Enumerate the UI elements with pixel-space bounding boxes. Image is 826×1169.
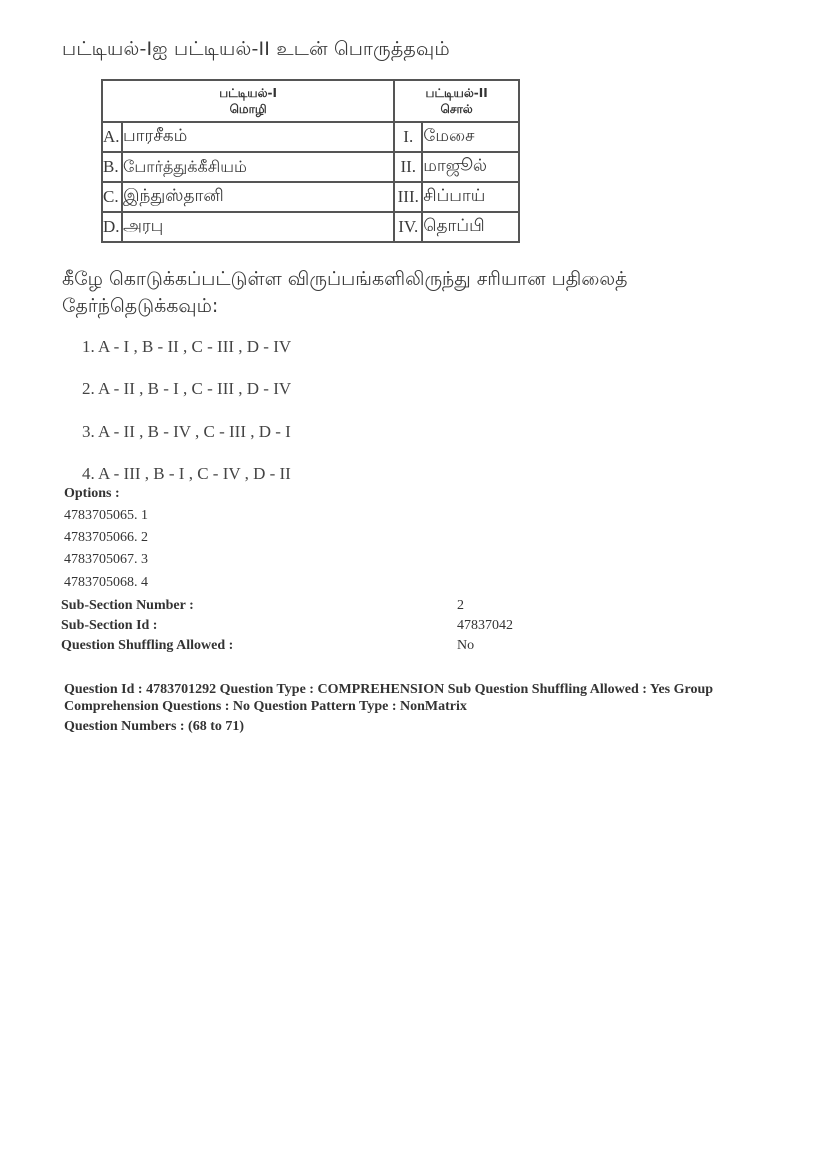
choice-4: 4. A - III , B - I , C - IV , D - II [82, 464, 291, 483]
table-row [102, 152, 519, 182]
table-row [102, 182, 519, 212]
list-1-title: பட்டியல்-I [219, 86, 277, 100]
shuffling-allowed-value: No [457, 638, 475, 653]
option-id-4: 4783705068. 4 [64, 575, 148, 590]
shuffling-allowed-label: Question Shuffling Allowed : [61, 638, 234, 653]
row-text-iv: தொப்பி [422, 212, 519, 242]
list-1-subtitle: மொழி [229, 102, 267, 116]
row-text-d: அரபு [122, 212, 394, 242]
match-table [101, 79, 520, 243]
option-id-2: 4783705066. 2 [64, 530, 148, 545]
option-id-3: 4783705067. 3 [64, 552, 148, 567]
table-row [102, 122, 519, 152]
row-label-d: D. [102, 212, 122, 242]
question-numbers: Question Numbers : (68 to 71) [64, 719, 245, 734]
row-text-a: பாரசீகம் [122, 122, 394, 152]
choice-2: 2. A - II , B - I , C - III , D - IV [82, 379, 292, 398]
list-2-title: பட்டியல்-II [425, 86, 488, 100]
list-2-header [394, 80, 519, 122]
list-1-header [102, 80, 394, 122]
row-label-b: B. [102, 152, 122, 182]
subsection-id-label: Sub-Section Id : [61, 618, 158, 633]
row-text-i: மேசை [422, 122, 519, 152]
row-text-b: போர்த்துக்கீசியம் [122, 152, 394, 182]
row-label-iii: III. [394, 182, 422, 212]
option-id-1: 4783705065. 1 [64, 508, 148, 523]
list-2-subtitle: சொல் [440, 102, 473, 116]
choice-3: 3. A - II , B - IV , C - III , D - I [82, 422, 291, 441]
row-label-i: I. [394, 122, 422, 152]
row-text-c: இந்துஸ்தானி [122, 182, 394, 212]
table-header-row [102, 80, 519, 122]
next-question-info-line-2: Comprehension Questions : No Question Pattern Type : NonMatrix [64, 699, 467, 714]
question-instruction: கீழே கொடுக்கப்பட்டுள்ள விருப்பங்களிலிருந்து சரியான பதிலைத் தேர்ந்தெடுக்கவும்: [62, 268, 628, 317]
options-heading: Options : [64, 486, 120, 501]
next-question-info-line-1: Question Id : 4783701292 Question Type : COMPREHENSION Sub Question Shuffling Allowed : Yes Group [64, 682, 714, 697]
subsection-id-value: 47837042 [457, 618, 513, 633]
subsection-number-label: Sub-Section Number : [61, 598, 194, 613]
question-title: பட்டியல்-Iஐ பட்டியல்-II உடன் பொருத்தவும் [62, 38, 450, 60]
row-label-c: C. [102, 182, 122, 212]
row-label-a: A. [102, 122, 122, 152]
choice-1: 1. A - I , B - II , C - III , D - IV [82, 337, 292, 356]
row-text-ii: மாஜூல் [422, 152, 519, 182]
subsection-number-value: 2 [457, 598, 464, 613]
row-text-iii: சிப்பாய் [422, 182, 519, 212]
row-label-iv: IV. [394, 212, 422, 242]
table-row [102, 212, 519, 242]
row-label-ii: II. [394, 152, 422, 182]
